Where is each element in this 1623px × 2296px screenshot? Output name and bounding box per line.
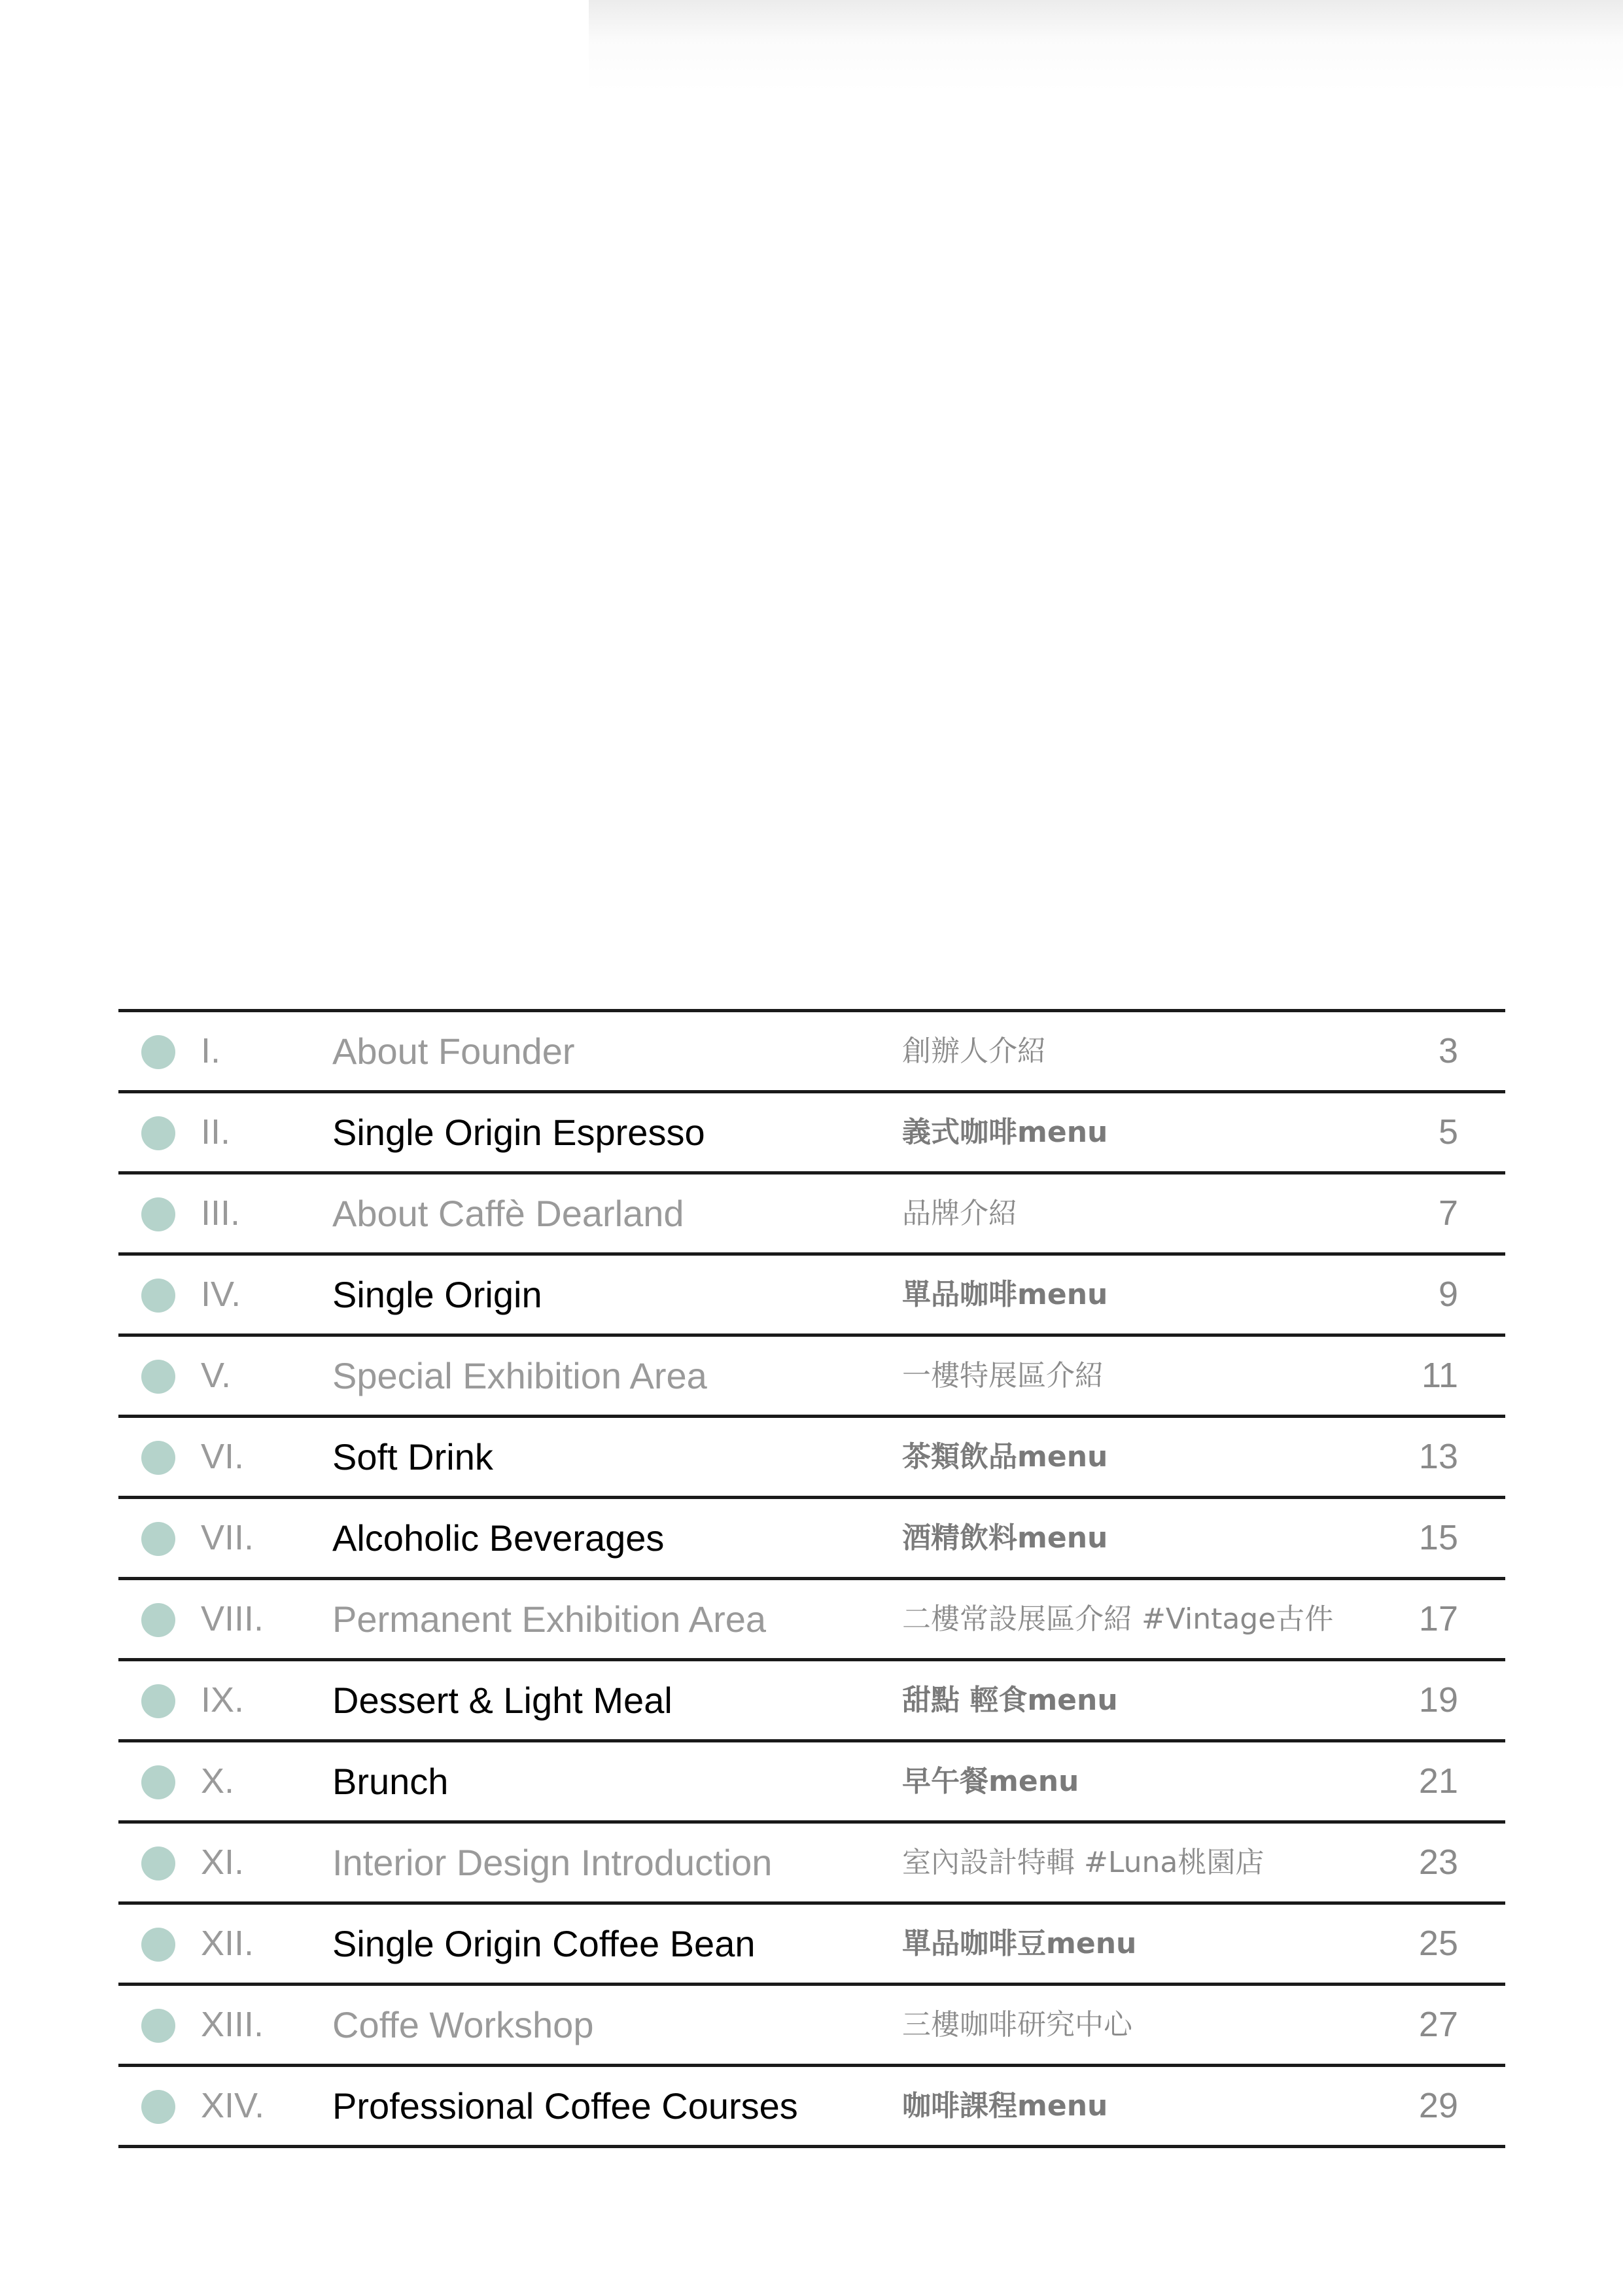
toc-row[interactable] (118, 1174, 1505, 1256)
section-numeral: VIII. (201, 1599, 264, 1638)
section-title: Single Origin Espresso (332, 1112, 705, 1153)
bullet-dot-icon (141, 1846, 175, 1881)
bullet-dot-icon (141, 2009, 175, 2043)
page-number: 21 (1418, 1761, 1458, 1801)
page-number: 7 (1438, 1193, 1458, 1233)
section-numeral: V. (201, 1356, 232, 1395)
section-numeral: X. (201, 1761, 235, 1801)
section-chinese-title: 單品咖啡menu (902, 1278, 1108, 1311)
section-numeral: III. (201, 1193, 241, 1233)
toc-row[interactable] (118, 1093, 1505, 1174)
section-chinese-title: 品牌介紹 (902, 1197, 1017, 1230)
section-title: Professional Coffee Courses (332, 2085, 798, 2127)
toc-row[interactable] (118, 1418, 1505, 1499)
section-numeral: XIII. (201, 2005, 264, 2044)
section-numeral: II. (201, 1112, 231, 1152)
section-numeral: XII. (201, 1924, 254, 1963)
section-numeral: XI. (201, 1843, 245, 1882)
section-chinese-title: 咖啡課程menu (902, 2089, 1108, 2123)
section-title: Dessert & Light Meal (332, 1680, 672, 1721)
section-numeral: VI. (201, 1437, 245, 1476)
bullet-dot-icon (141, 1197, 175, 1231)
toc-row[interactable] (118, 2067, 1505, 2148)
section-numeral: IX. (201, 1680, 245, 1720)
page-number: 5 (1438, 1112, 1458, 1152)
toc-row[interactable] (118, 1337, 1505, 1418)
section-title: Interior Design Introduction (332, 1842, 773, 1883)
bullet-dot-icon (141, 1035, 175, 1069)
bullet-dot-icon (141, 1765, 175, 1799)
bullet-dot-icon (141, 1441, 175, 1475)
section-chinese-title: 義式咖啡menu (902, 1116, 1108, 1149)
toc-row[interactable] (118, 1580, 1505, 1661)
bullet-dot-icon (141, 1928, 175, 1962)
page-number: 29 (1418, 2086, 1458, 2125)
page-number: 9 (1438, 1275, 1458, 1314)
toc-row[interactable] (118, 1742, 1505, 1824)
toc-row[interactable] (118, 1986, 1505, 2067)
page-number: 13 (1418, 1437, 1458, 1476)
section-title: Coffe Workshop (332, 2004, 594, 2045)
bullet-dot-icon (141, 1279, 175, 1313)
section-chinese-title: 單品咖啡豆menu (902, 1927, 1137, 1960)
page-number: 11 (1421, 1356, 1458, 1395)
page-number: 27 (1418, 2005, 1458, 2044)
toc-row[interactable] (118, 1824, 1505, 1905)
toc-row[interactable] (118, 1905, 1505, 1986)
section-chinese-title: 早午餐menu (902, 1765, 1079, 1798)
bullet-dot-icon (141, 1603, 175, 1637)
section-chinese-title: 創辦人介紹 (902, 1034, 1046, 1068)
section-title: About Caffè Dearland (332, 1193, 684, 1234)
section-numeral: VII. (201, 1518, 254, 1557)
section-title: Brunch (332, 1761, 449, 1802)
toc-row[interactable] (118, 1499, 1505, 1580)
section-chinese-title: 一樓特展區介紹 (902, 1359, 1104, 1392)
bullet-dot-icon (141, 1116, 175, 1150)
section-chinese-title: 茶類飲品menu (902, 1440, 1108, 1474)
section-chinese-title: 室內設計特輯 #Luna桃園店 (902, 1846, 1265, 1879)
section-title: Special Exhibition Area (332, 1355, 707, 1396)
section-title: About Founder (332, 1031, 575, 1072)
page-number: 23 (1418, 1843, 1458, 1882)
toc-row[interactable] (118, 1256, 1505, 1337)
section-title: Single Origin Coffee Bean (332, 1923, 756, 1964)
section-chinese-title: 二樓常設展區介紹 #Vintage古件 (902, 1602, 1334, 1636)
section-chinese-title: 三樓咖啡研究中心 (902, 2008, 1132, 2041)
page-number: 19 (1418, 1680, 1458, 1720)
section-numeral: XIV. (201, 2086, 265, 2125)
section-title: Permanent Exhibition Area (332, 1598, 767, 1640)
bullet-dot-icon (141, 1684, 175, 1718)
section-title: Soft Drink (332, 1436, 493, 1477)
page-number: 15 (1418, 1518, 1458, 1557)
section-numeral: IV. (201, 1275, 241, 1314)
page-shadow (589, 0, 1623, 92)
page-number: 25 (1418, 1924, 1458, 1963)
page-number: 3 (1438, 1031, 1458, 1070)
table-of-contents (118, 1009, 1505, 2148)
bullet-dot-icon (141, 1522, 175, 1556)
section-numeral: I. (201, 1031, 221, 1070)
section-chinese-title: 甜點 輕食menu (902, 1684, 1118, 1717)
bullet-dot-icon (141, 1360, 175, 1394)
section-title: Alcoholic Beverages (332, 1517, 665, 1559)
bullet-dot-icon (141, 2090, 175, 2124)
toc-row[interactable] (118, 1012, 1505, 1093)
toc-row[interactable] (118, 1661, 1505, 1742)
section-chinese-title: 酒精飲料menu (902, 1521, 1108, 1555)
page-number: 17 (1418, 1599, 1458, 1638)
section-title: Single Origin (332, 1274, 542, 1315)
